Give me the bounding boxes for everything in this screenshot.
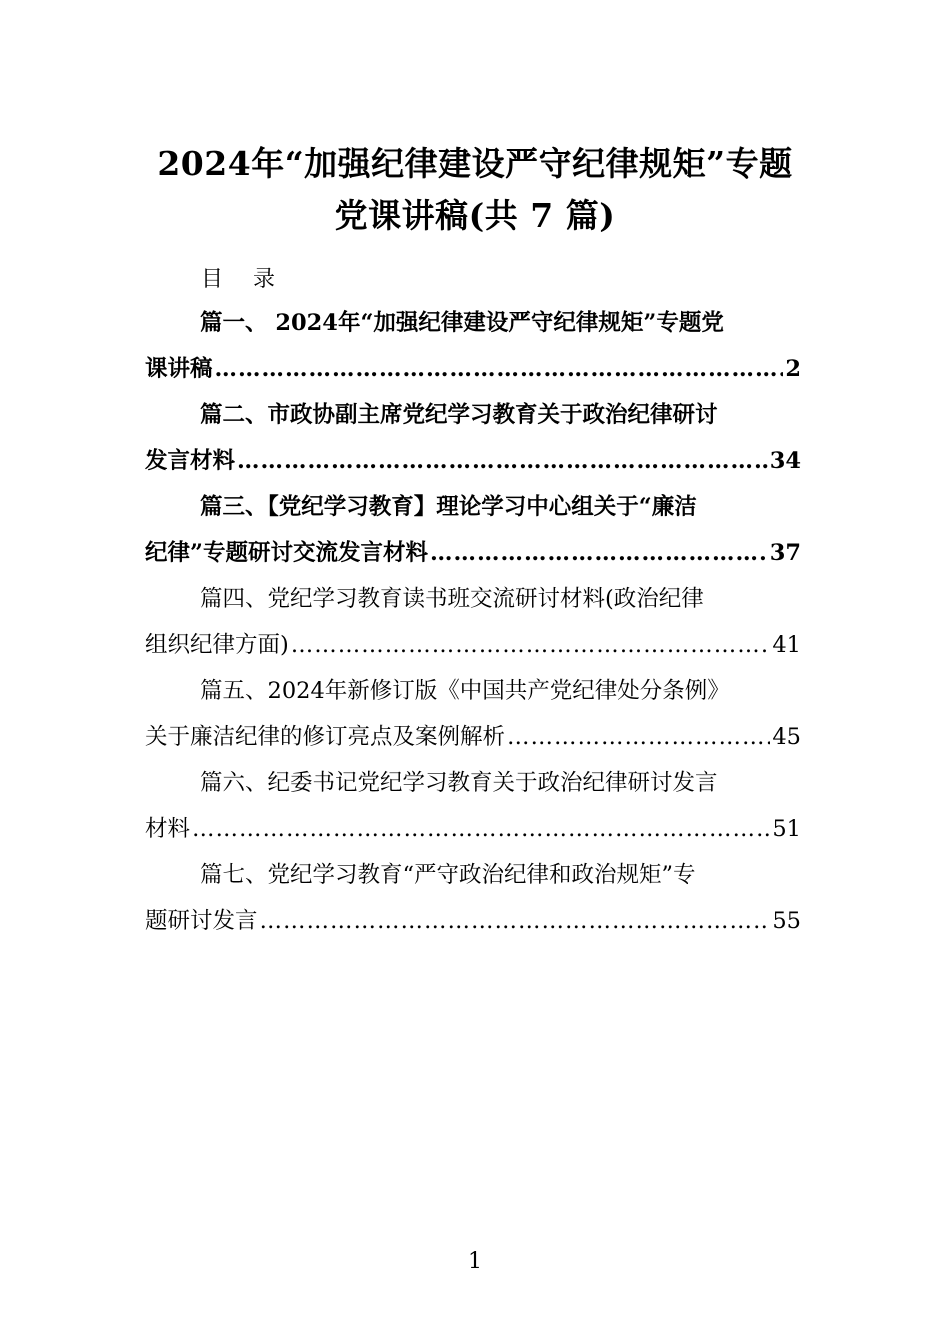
toc-item-first-line: 篇三、【党纪学习教育】理论学习中心组关于“廉洁 <box>200 494 697 520</box>
dot-leader <box>192 806 770 852</box>
toc-item-7[interactable] <box>145 852 801 944</box>
toc-item-second-line <box>145 806 801 852</box>
toc-item-second-line <box>145 346 801 392</box>
toc-item-5[interactable] <box>145 668 801 760</box>
toc-item-6[interactable] <box>145 760 801 852</box>
dot-leader <box>291 622 771 668</box>
toc-item-1[interactable] <box>145 300 801 392</box>
toc-item-tail: 纪律”专题研讨交流发言材料 <box>145 540 428 566</box>
toc-page-number: 34 <box>769 448 801 474</box>
document-title <box>0 138 950 242</box>
toc-item-tail: 课讲稿 <box>145 356 213 382</box>
toc-item-second-line <box>145 530 801 576</box>
toc-page-number: 37 <box>769 540 801 566</box>
toc-item-first-line: 篇一、 2024年“加强纪律建设严守纪律规矩”专题党 <box>200 310 724 336</box>
toc-page-number: 55 <box>772 908 801 934</box>
toc-item-tail: 关于廉洁纪律的修订亮点及案例解析 <box>145 724 506 750</box>
toc-page-number: 51 <box>772 816 801 842</box>
toc-item-2[interactable] <box>145 392 801 484</box>
toc-item-tail: 组织纪律方面) <box>145 632 289 658</box>
page-number: 1 <box>468 1249 482 1274</box>
toc-item-4[interactable] <box>145 576 801 668</box>
toc-heading: 目录 <box>201 267 306 292</box>
toc-item-tail: 材料 <box>145 816 191 842</box>
toc-item-first-line: 篇五、2024年新修订版《中国共产党纪律处分条例》 <box>200 678 730 704</box>
toc-page-number: 41 <box>772 632 801 658</box>
toc-item-3[interactable] <box>145 484 801 576</box>
dot-leader <box>507 714 770 760</box>
dot-leader <box>430 530 768 576</box>
toc-item-second-line <box>145 898 801 944</box>
title-line-1: 2024年“加强纪律建设严守纪律规矩”专题 <box>157 144 793 183</box>
toc-item-first-line: 篇六、纪委书记党纪学习教育关于政治纪律研讨发言 <box>200 770 718 796</box>
toc-item-first-line: 篇二、市政协副主席党纪学习教育关于政治纪律研讨 <box>200 402 718 428</box>
toc-item-second-line <box>145 622 801 668</box>
toc-item-second-line <box>145 714 801 760</box>
toc-page-number: 2 <box>785 356 801 382</box>
dot-leader <box>237 438 768 484</box>
title-line-2: 党课讲稿(共 7 篇) <box>334 196 616 235</box>
table-of-contents <box>145 300 801 944</box>
dot-leader <box>260 898 771 944</box>
toc-item-tail: 发言材料 <box>145 448 236 474</box>
dot-leader <box>215 346 784 392</box>
toc-item-first-line: 篇四、党纪学习教育读书班交流研讨材料(政治纪律 <box>200 586 704 612</box>
toc-page-number: 45 <box>772 724 801 750</box>
toc-item-tail: 题研讨发言 <box>145 908 258 934</box>
toc-item-second-line <box>145 438 801 484</box>
toc-item-first-line: 篇七、党纪学习教育“严守政治纪律和政治规矩”专 <box>200 862 696 888</box>
